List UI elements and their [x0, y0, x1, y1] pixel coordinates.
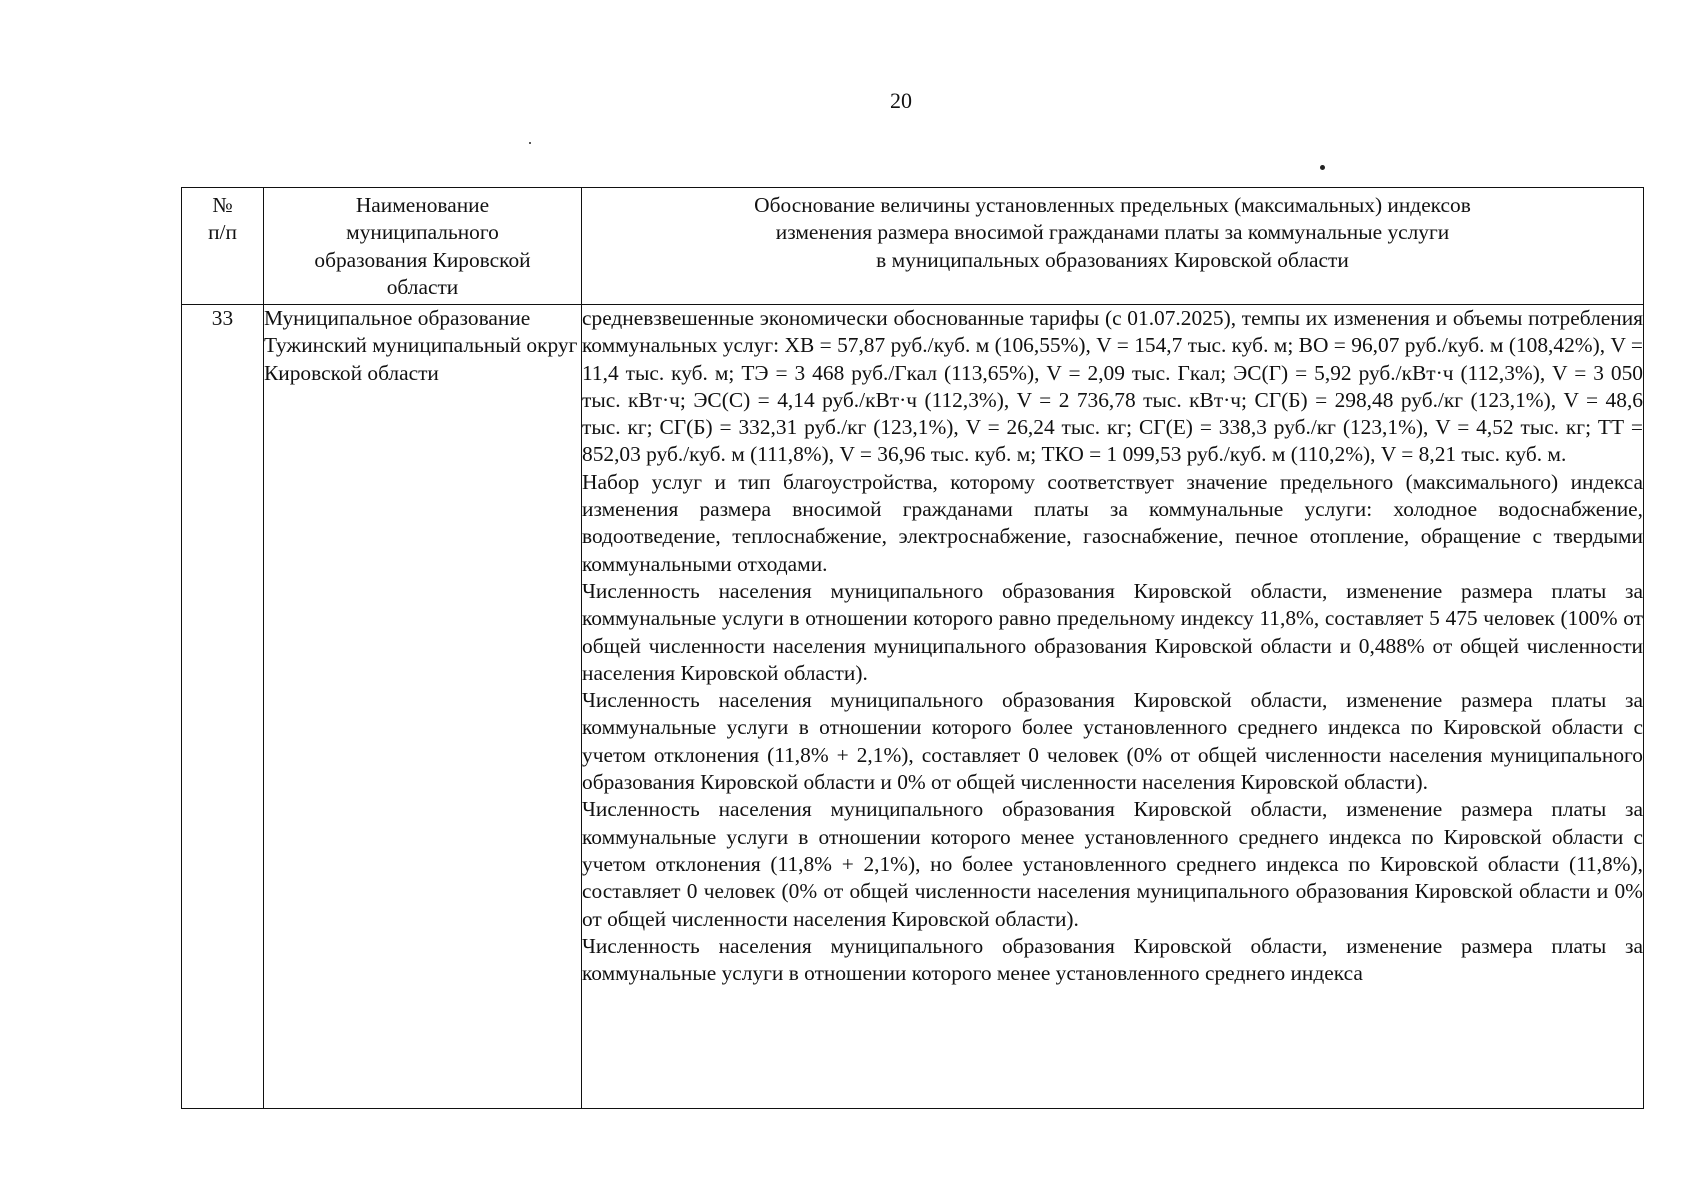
header-municipality-name: Наименование муниципального образования Кировской области: [264, 188, 582, 305]
population-equal-paragraph: Численность населения муниципального образования Кировской области, изменение размера платы за коммунальные услуги в отношении которого равно предельному индексу 11,8%, составляет 5 475 человек (100% от общей численности населения муниципального образования Кировской области и 0,488% от общей численности населения Кировской области).: [582, 578, 1643, 685]
scan-speck: [529, 142, 531, 144]
population-between-paragraph: Численность населения муниципального образования Кировской области, изменение размера платы за коммунальные услуги в отношении которого менее установленного среднего индекса по Кировской области с учетом отклонения (11,8% + 2,1%), но более установленного среднего индекса по Кировской области (11,8%), составляет 0 человек (0% от общей численности населения муниципального образования Кировской области и 0% от общей численности населения Кировской области).: [582, 797, 1643, 931]
page-number: 20: [890, 88, 912, 113]
services-paragraph: Набор услуг и тип благоустройства, которому соответствует значение предельного (максимального) индекса изменения размера вносимой гражданами платы за коммунальные услуги: холодное водоснабжение, водоотведение, теплоснабжение, электроснабжение, газоснабжение, печное отопление, обращение с твердыми коммунальными отходами.: [582, 469, 1643, 576]
population-below-paragraph: Численность населения муниципального образования Кировской области, изменение размера платы за коммунальные услуги в отношении которого менее установленного среднего индекса: [582, 933, 1643, 986]
municipality-name: Муниципальное образование Тужинский муниципальный округ Кировской области: [264, 305, 582, 1109]
header-number: № п/п: [182, 188, 264, 305]
justification-table: [181, 187, 1644, 1109]
tariffs-paragraph: средневзвешенные экономически обоснованные тарифы (с 01.07.2025), темпы их изменения и объемы потребления коммунальных услуг: ХВ = 57,87 руб./куб. м (106,55%), V = 154,7 тыс. куб. м; ВО = 96,07 руб./куб. м (108,42%), V = 11,4 тыс. куб. м; ТЭ = 3 468 руб./Гкал (113,65%), V = 2,09 тыс. Гкал; ЭС(Г) = 5,92 руб./кВт·ч (112,3%), V = 3 050 тыс. кВт·ч; ЭС(С) = 4,14 руб./кВт·ч (112,3%), V = 2 736,78 тыс. кВт·ч; СГ(Б) = 298,48 руб./кг (123,1%), V = 48,6 тыс. кг; СГ(Б) = 332,31 руб./кг (123,1%), V = 26,24 тыс. кг; СГ(Е) = 338,3 руб./кг (123,1%), V = 4,52 тыс. кг; ТТ = 852,03 руб./куб. м (111,8%), V = 36,96 тыс. куб. м; ТКО = 1 099,53 руб./куб. м (110,2%), V = 8,21 тыс. куб. м.: [582, 306, 1643, 467]
table-header-row: [182, 188, 1644, 305]
table-row: [182, 305, 1644, 1109]
header-justification: Обоснование величины установленных предельных (максимальных) индексов изменения размера вносимой гражданами платы за коммунальные услуги в муниципальных образованиях Кировской области: [582, 188, 1644, 305]
population-above-paragraph: Численность населения муниципального образования Кировской области, изменение размера платы за коммунальные услуги в отношении которого более установленного среднего индекса по Кировской области с учетом отклонения (11,8% + 2,1%), составляет 0 человек (0% от общей численности населения муниципального образования Кировской области и 0% от общей численности населения Кировской области).: [582, 688, 1643, 795]
justification-text: [582, 305, 1644, 1109]
row-number: 33: [182, 305, 264, 1109]
scan-speck: [1320, 165, 1325, 170]
